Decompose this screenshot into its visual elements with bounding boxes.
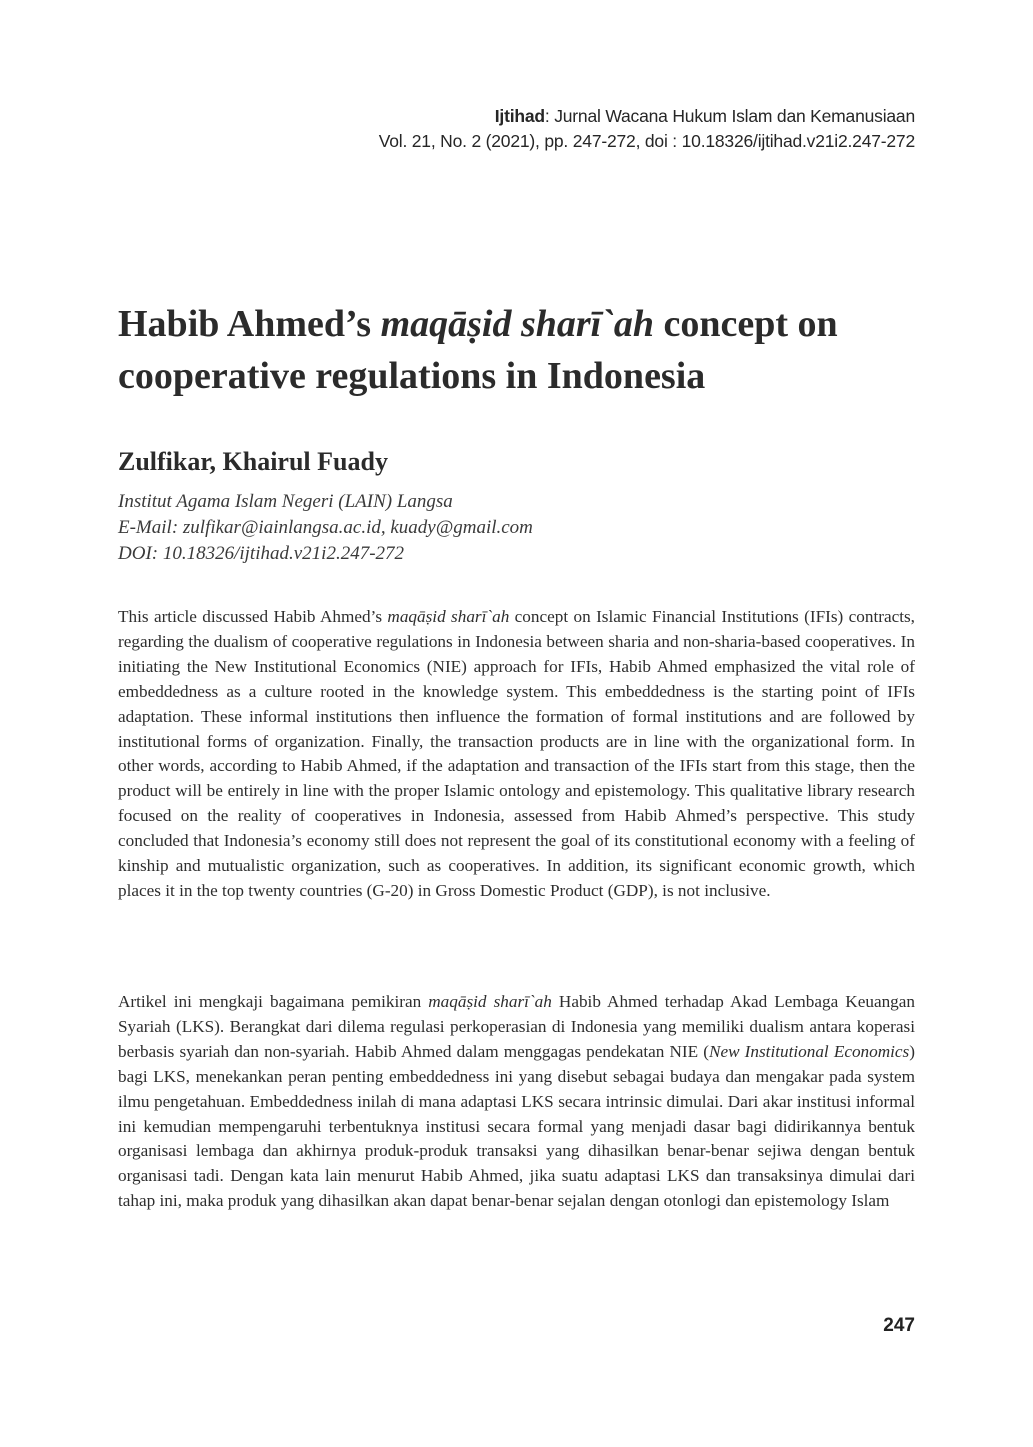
author-names: Zulfikar, Khairul Fuady <box>118 447 388 476</box>
title-italic-term: maqāṣid sharī`ah <box>380 303 655 345</box>
title-part-2: concept on cooperative regulations in Indonesia <box>118 303 838 397</box>
abstract-id-rest: ) bagi LKS, menekankan peran penting embeddedness ini yang disebut sebagai budaya dan mengakar pada system ilmu pengetahuan. Embeddedness inilah di mana adaptasi LKS secara intrinsic dimulai. Dari akar institusi informal ini kemudian mempengaruhi terbentuknya institusi secara formal yang menjadi dasar bagi didirikannya bentuk organisasi lembaga dan akhirnya produk-produk transaksi yang dihasilkan benar-benar sejiwa dengan bentuk organisasi tadi. Dengan kata lain menurut Habib Ahmed, jika suatu adaptasi LKS dan transaksinya dimulai dari tahap ini, maka produk yang dihasilkan akan dapat benar-benar sejalan dengan otonlogi dan epistemology Islam <box>118 1041 915 1211</box>
abstract-id-italic-term: maqāṣid sharī`ah <box>428 992 552 1011</box>
doi-line: DOI: 10.18326/ijtihad.v21i2.247-272 <box>118 543 405 564</box>
journal-subtitle: : Jurnal Wacana Hukum Islam dan Kemanusiaan <box>544 106 915 126</box>
title-part-1: Habib Ahmed’s <box>118 303 381 345</box>
journal-header <box>135 104 915 154</box>
citation-line: Vol. 21, No. 2 (2021), pp. 247-272, doi : 10.18326/ijtihad.v21i2.247-272 <box>378 131 915 151</box>
abstract-en-start: This article discussed Habib Ahmed’s <box>118 607 388 626</box>
abstract-id-start: Artikel ini mengkaji bagaimana pemikiran <box>118 992 429 1011</box>
page-number: 247 <box>883 1315 915 1336</box>
email-line: E-Mail: zulfikar@iainlangsa.ac.id, kuady@gmail.com <box>118 517 533 538</box>
article-title <box>118 298 918 402</box>
abstract-en-rest: concept on Islamic Financial Institutions (IFIs) contracts, regarding the dualism of cooperative regulations in Indonesia between sharia and non-sharia-based cooperatives. In initiating the New Institutional Economics (NIE) approach for IFIs, Habib Ahmed emphasized the vital role of embeddedness as a culture rooted in the knowledge system. This embeddedness is the starting point of IFIs adaptation. These informal institutions then influence the formation of formal institutions and are followed by institutional forms of organization. Finally, the transaction products are in line with the organizational form. In other words, according to Habib Ahmed, if the adaptation and transaction of the IFIs start from this stage, then the product will be entirely in line with the proper Islamic ontology and epistemology. This qualitative library research focused on the reality of cooperatives in Indonesia, assessed from Habib Ahmed’s perspective. This study concluded that Indonesia’s economy still does not represent the goal of its constitutional economy with a feeling of kinship and mutualistic organization, such as cooperatives. In addition, its significant economic growth, which places it in the top twenty countries (G-20) in Gross Domestic Product (GDP), is not inclusive. <box>118 607 915 900</box>
abstract-en-italic-term: maqāṣid sharī`ah <box>387 607 510 626</box>
abstract-indonesian <box>118 990 915 1214</box>
journal-name: Ijtihad <box>494 106 545 126</box>
abstract-id-mid: Habib Ahmed terhadap Akad Lembaga Keuangan Syariah (LKS). Berangkat dari dilema regulasi perkoperasian di Indonesia yang memiliki dualism antara koperasi berbasis syariah dan non-syariah. Habib Ahmed dalam menggagas pendekatan NIE ( <box>118 992 915 1061</box>
abstract-id-italic-term-2: New Institutional Economics <box>709 1041 910 1061</box>
abstract-english <box>118 605 915 904</box>
author-metadata <box>118 489 918 567</box>
journal-line <box>135 104 915 129</box>
institution: Institut Agama Islam Negeri (LAIN) Langsa <box>118 491 453 512</box>
